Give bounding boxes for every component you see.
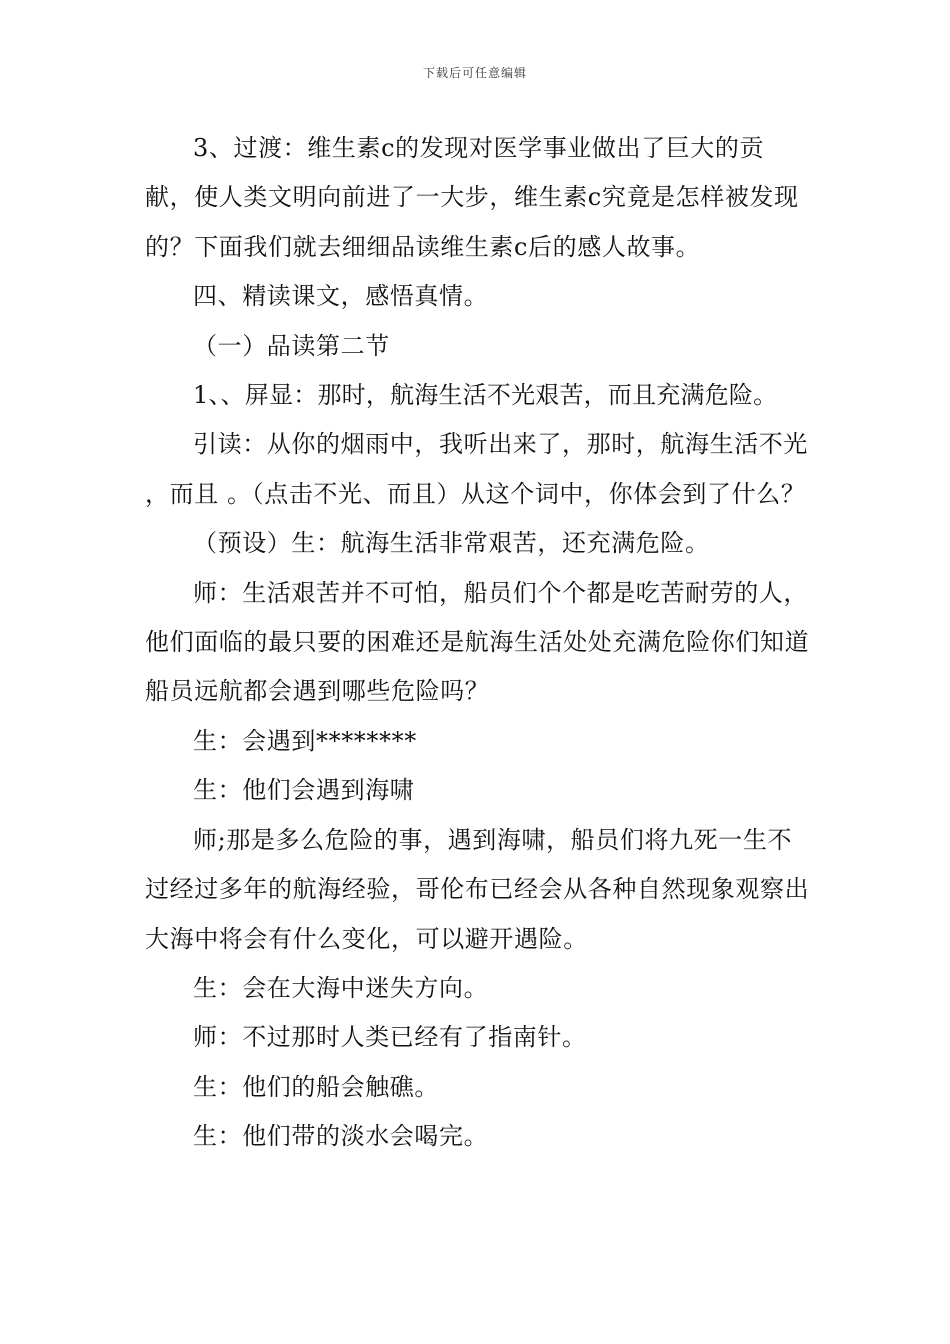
paragraph-student-answer-2: 生：他们会遇到海啸 [193, 776, 415, 805]
paragraph-teacher-question: 师：生活艰苦并不可怕，船员们个个都是吃苦耐劳的人，他们面临的最只要的困难还是航海生活处处充满危险你们知道船员远航都会遇到哪些危险吗？ [145, 578, 810, 706]
paragraph-preset-answer: （预设）生：航海生活非常艰苦，还充满危险。 [193, 529, 710, 558]
paragraph-section-four: 四、精读课文，感悟真情。 [193, 282, 489, 311]
paragraph-screen-display: 1、、屏显：那时，航海生活不光艰苦，而且充满危险。 [193, 381, 778, 410]
paragraph-student-answer-4: 生：他们的船会触礁。 [193, 1072, 439, 1101]
document-body [145, 124, 810, 1162]
paragraph-subsection-one: （一）品读第二节 [193, 331, 390, 360]
paragraph-teacher-compass: 师：不过那时人类已经有了指南针。 [193, 1023, 587, 1052]
paragraph-teacher-response: 师;那是多么危险的事，遇到海啸，船员们将九死一生不过经过多年的航海经验，哥伦布已经会从各种自然现象观察出大海中将会有什么变化，可以避开遇险。 [145, 825, 810, 953]
page-header: 下载后可任意编辑 [422, 66, 527, 80]
paragraph-student-answer-3: 生：会在大海中迷失方向。 [193, 973, 489, 1002]
paragraph-student-answer-1: 生：会遇到******** [193, 726, 417, 755]
paragraph-student-answer-5: 生：他们带的淡水会喝完。 [193, 1122, 489, 1151]
paragraph-guided-reading: 引读：从你的烟雨中，我听出来了，那时，航海生活不光 ，而且 。（点击不光、而且）从这个词中，你体会到了什么？ [145, 430, 808, 508]
paragraph-transition: 3、过渡：维生素c的发现对医学事业做出了巨大的贡献，使人类文明向前进了一大步，维生素c究竟是怎样被发现的？下面我们就去细细品读维生素c后的感人故事。 [145, 134, 799, 261]
